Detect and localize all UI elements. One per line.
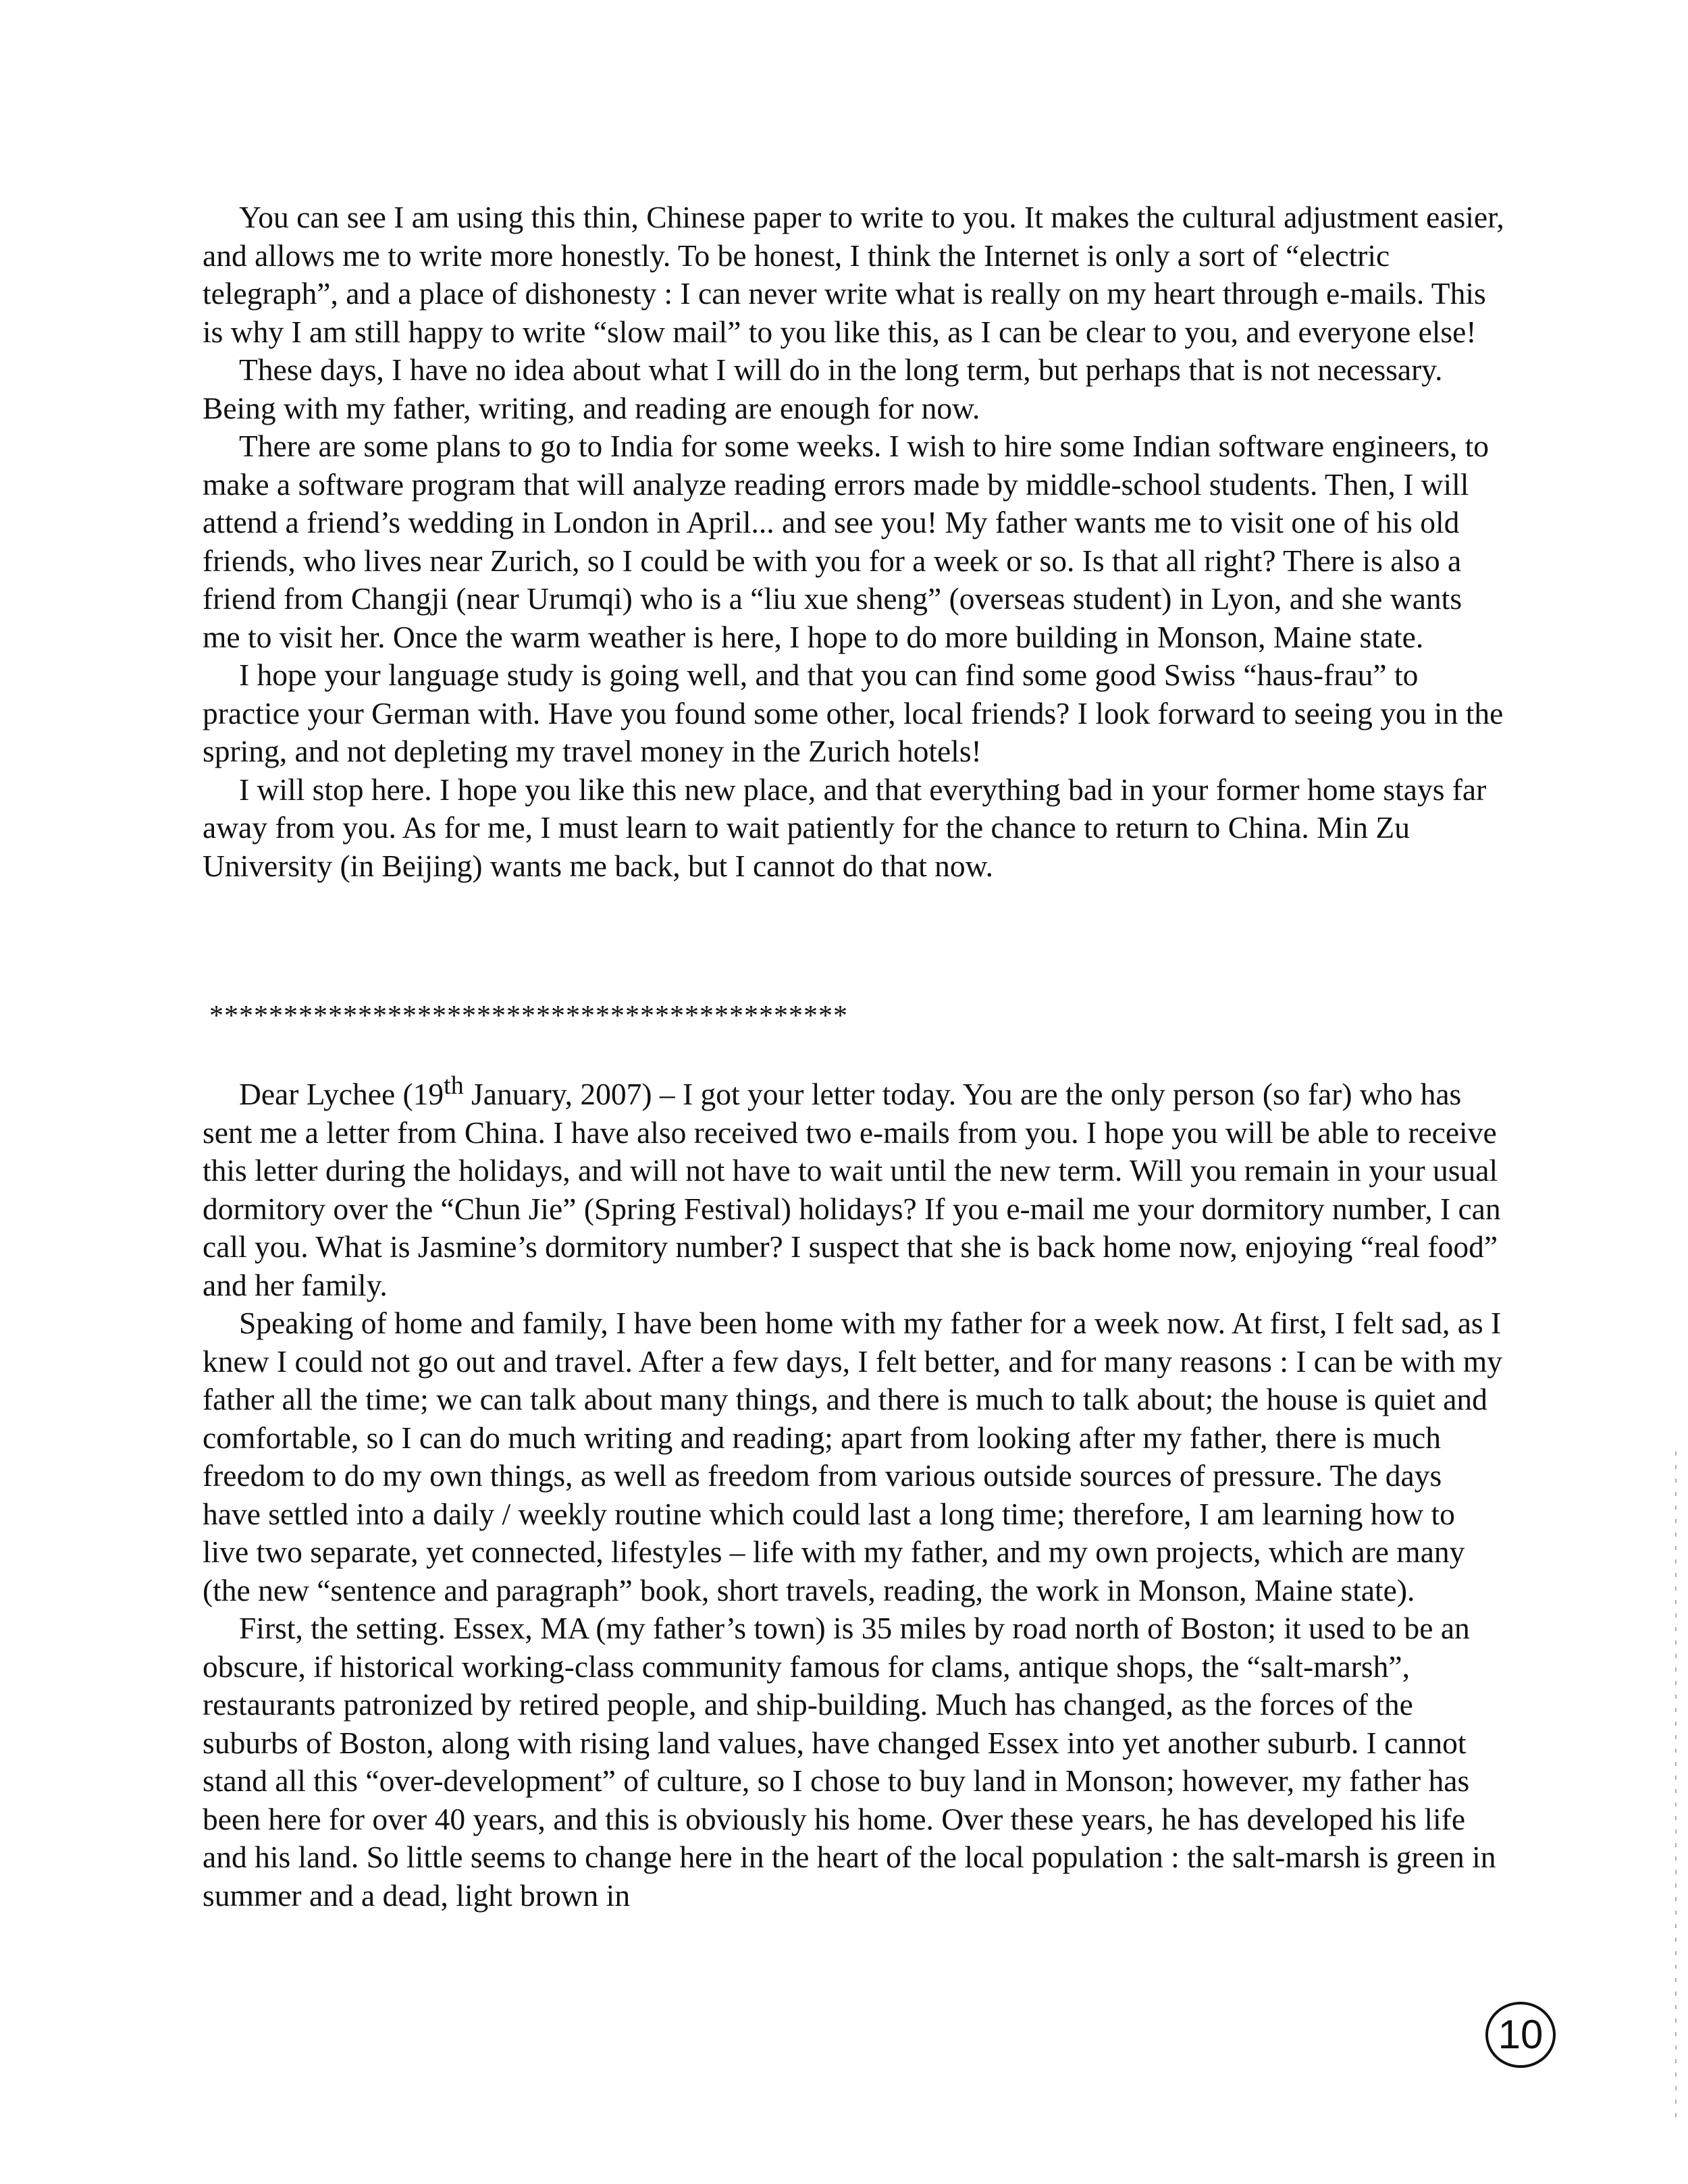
section-separator: ******************************************* (209, 1001, 848, 1032)
letter-section-2 (203, 1067, 1506, 1915)
paragraph: First, the setting. Essex, MA (my father’s town) is 35 miles by road north of Boston; it used to be an obscure, if historical working-class community famous for clams, antique shops, the “salt-marsh”, restaurants patronized by retired people, and ship-building. Much has changed, as the forces of the suburbs of Boston, along with rising land values, have changed Essex into yet another suburb. I cannot stand all this “over-development” of culture, so I chose to buy land in Monson; however, my father has been here for over 40 years, and this is obviously his home. Over these years, he has developed his life and his land. So little seems to change here in the heart of the local population : the salt-marsh is green in summer and a dead, light brown in (203, 1611, 1496, 1913)
handwritten-page-number (1483, 1998, 1558, 2071)
page-number-text: 10 (1498, 2012, 1544, 2057)
letter-section-1 (203, 198, 1506, 885)
paragraph: I hope your language study is going well, and that you can find some good Swiss “haus-frau” to practice your German with. Have you found some other, local friends? I look forward to seeing you in the spring, and not depleting my travel money in the Zurich hotels! (203, 658, 1504, 768)
salutation: Dear Lychee (19 (239, 1077, 444, 1112)
paragraph: You can see I am using this thin, Chinese paper to write to you. It makes the cultural adjustment easier, and allows me to write more honestly. To be honest, I think the Internet is only a sort of “electric telegraph”, and a place of dishonesty : I can never write what is really on my heart through e-mails. This is why I am still happy to write “slow mail” to you like this, as I can be clear to you, and everyone else! (203, 200, 1504, 349)
paragraph: Speaking of home and family, I have been home with my father for a week now. At first, I felt sad, as I knew I could not go out and travel. After a few days, I felt better, and for many reasons : I can be with my father all the time; we can talk about many things, and there is much to talk about; the house is quiet and comfortable, so I can do much writing and reading; apart from looking after my father, there is much freedom to do my own things, as well as freedom from various outside sources of pressure. The days have settled into a daily / weekly routine which could last a long time; therefore, I am learning how to live two separate, yet connected, lifestyles – life with my father, and my own projects, which are many (the new “sentence and paragraph” book, short travels, reading, the work in Monson, Maine state). (203, 1306, 1502, 1607)
paragraph: There are some plans to go to India for some weeks. I wish to hire some Indian software engineers, to make a software program that will analyze reading errors made by middle-school students. Then, I will attend a friend’s wedding in London in April... and see you! My father wants me to visit one of his old friends, who lives near Zurich, so I could be with you for a week or so. Is that all right? There is also a friend from Changji (near Urumqi) who is a “liu xue sheng” (overseas student) in Lyon, and she wants me to visit her. Once the warm weather is here, I hope to do more building in Monson, Maine state. (203, 429, 1489, 654)
scan-edge-marks (1673, 1451, 1679, 2127)
opening-paragraph (203, 1067, 1506, 1304)
opening-paragraph-text: January, 2007) – I got your letter today. You are the only person (so far) who has sent me a letter from China. I have also received two e-mails from you. I hope you will be able to receive this letter during the holidays, and will not have to wait until the new term. Will you remain in your usual dormitory over the “Chun Jie” (Spring Festival) holidays? If you e-mail me your dormitory number, I can call you. What is Jasmine’s dormitory number? I suspect that she is back home now, enjoying “real food” and her family. (203, 1077, 1501, 1302)
circled-number-icon (1483, 1998, 1558, 2071)
paragraph: I will stop here. I hope you like this new place, and that everything bad in your former home stays far away from you. As for me, I must learn to wait patiently for the chance to return to China. Min Zu University (in Beijing) wants me back, but I cannot do that now. (203, 772, 1487, 883)
date-superscript: th (444, 1071, 464, 1100)
paragraph: These days, I have no idea about what I will do in the long term, but perhaps that is not necessary. Being with my father, writing, and reading are enough for now. (203, 352, 1443, 425)
